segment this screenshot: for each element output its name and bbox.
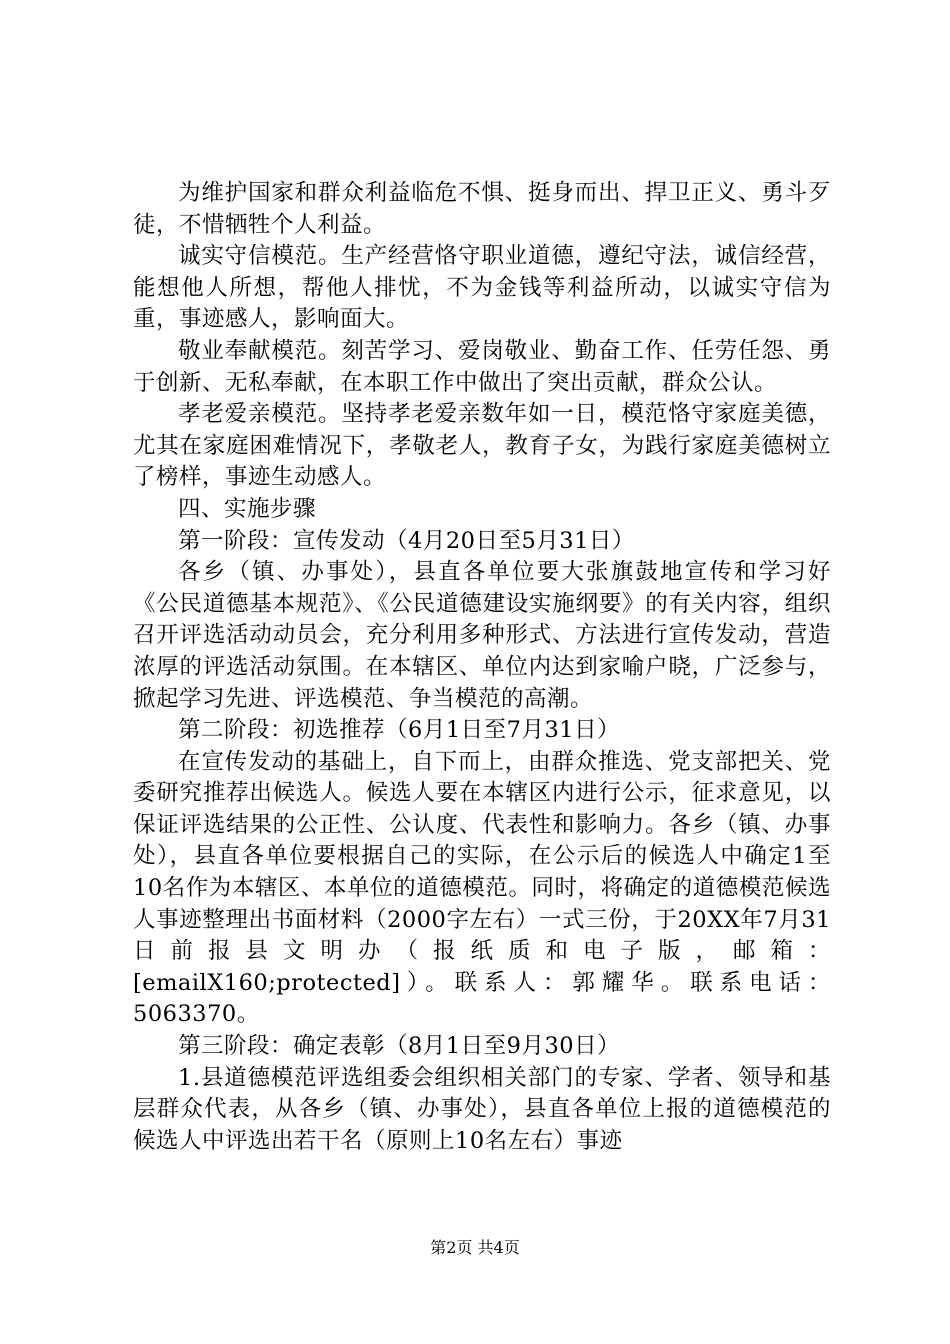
stage-one-heading: 第一阶段：宣传发动（4月20日至5月31日） [178, 527, 635, 554]
page-number-footer: 第2页 共4页 [430, 1238, 520, 1257]
stage-two-heading: 第二阶段：初选推荐（6月1日至7月31日） [178, 717, 621, 744]
document-body [133, 178, 831, 1157]
paragraph-filial-model: 孝老爱亲模范。坚持孝老爱亲数年如一日，模范恪守家庭美德，尤其在家庭困难情况下，孝敬老人，教育子女，为践行家庭美德树立了榜样，事迹生动感人。 [133, 401, 831, 491]
paragraph-dedication-model: 敬业奉献模范。刻苦学习、爱岗敬业、勤奋工作、任劳任怨、勇于创新、无私奉献，在本职工作中做出了突出贡献，群众公认。 [133, 337, 831, 396]
section-heading-implementation-steps: 四、实施步骤 [178, 495, 317, 522]
paragraph-heroic-continuation: 为维护国家和群众利益临危不惧、挺身而出、捍卫正义、勇斗歹徒，不惜牺牲个人利益。 [133, 180, 831, 238]
stage-three-heading: 第三阶段：确定表彰（8月1日至9月30日） [178, 1033, 621, 1060]
paragraph-stage-one-body: 各乡（镇、办事处），县直各单位要大张旗鼓地宣传和学习好《公民道德基本规范》、《公民道德建设实施纲要》的有关内容，组织召开评选活动动员会，充分利用多种形式、方法进行宣传发动，营造浓厚的评选活动氛围。在本辖区、单位内达到家喻户晓，广泛参与，掀起学习先进、评选模范、争当模范的高潮。 [133, 559, 831, 712]
paragraph-honesty-model: 诚实守信模范。生产经营恪守职业道德，遵纪守法，诚信经营，能想他人所想，帮他人排忧，不为金钱等利益所动，以诚实守信为重，事迹感人，影响面大。 [133, 243, 831, 333]
paragraph-stage-three-item-1: 1.县道德模范评选组委会组织相关部门的专家、学者、领导和基层群众代表，从各乡（镇、办事处），县直各单位上报的道德模范的候选人中评选出若干名（原则上10名左右）事迹 [133, 1064, 831, 1154]
paragraph-stage-two-body: 在宣传发动的基础上，自下而上，由群众推选、党支部把关、党委研究推荐出候选人。候选人要在本辖区内进行公示，征求意见，以保证评选结果的公正性、公认度、代表性和影响力。各乡（镇、办事处），县直各单位要根据自己的实际，在公示后的候选人中确定1至10名作为本辖区、本单位的道德模范。同时，将确定的道德模范候选人事迹整理出书面材料（2000字左右）一式三份，于20XX年7月31日前报县文明办（报纸质和电子版，邮箱：[emailX160;protected]）。联系人：郭耀华。联系电话：5063370。 [133, 748, 831, 1028]
